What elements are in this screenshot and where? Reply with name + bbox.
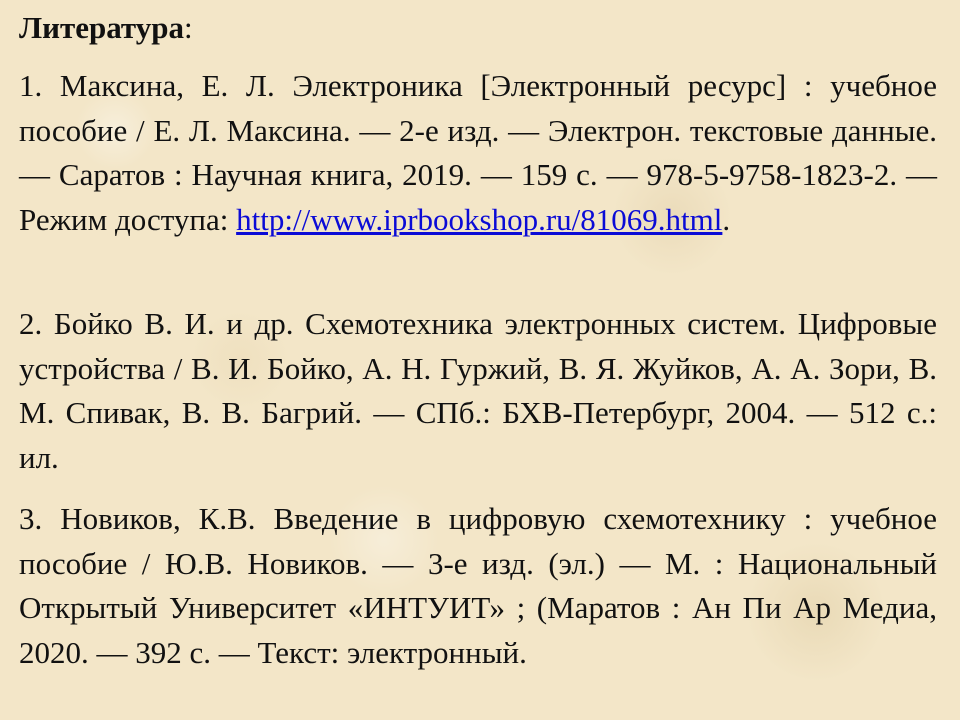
heading-title: Литература <box>19 10 184 45</box>
heading-colon: : <box>183 10 193 45</box>
reference-1-link[interactable]: http://www.iprbookshop.ru/81069.html <box>236 201 723 237</box>
reference-entry-2: 2. Бойко В. И. и др. Схемотехника электронных систем. Цифровые устройства / В. И. Бойко, А. Н. Гуржий, В. Я. Жуйков, А. А. Зори, В. М. Спивак, В. В. Багрий. — СПб.: БХВ-Петербург, 2004. — 512 с.: ил. <box>19 306 937 475</box>
reference-1-text: 1. Максина, Е. Л. Электроника [Электронный ресурс] : учебное пособие / Е. Л. Максина. — 2-е изд. — Электрон. текстовые данные. — Саратов : Научная книга, 2019. — 159 с. — 978-5-9758-1823-2. — Режим доступа: <box>19 68 937 237</box>
reference-entry-1 <box>19 64 937 242</box>
reference-entry-3: 3. Новиков, К.В. Введение в цифровую схемотехнику : учебное пособие / Ю.В. Новиков. — 3-е изд. (эл.) — М. : Национальный Открытый Университет «ИНТУИТ» ; (Маратов : Ан Пи Ар Медиа, 2020. — 392 с. — Текст: электронный. <box>19 501 937 670</box>
slide <box>19 0 937 720</box>
reference-1-period: . <box>722 201 731 237</box>
page-title <box>19 8 193 48</box>
